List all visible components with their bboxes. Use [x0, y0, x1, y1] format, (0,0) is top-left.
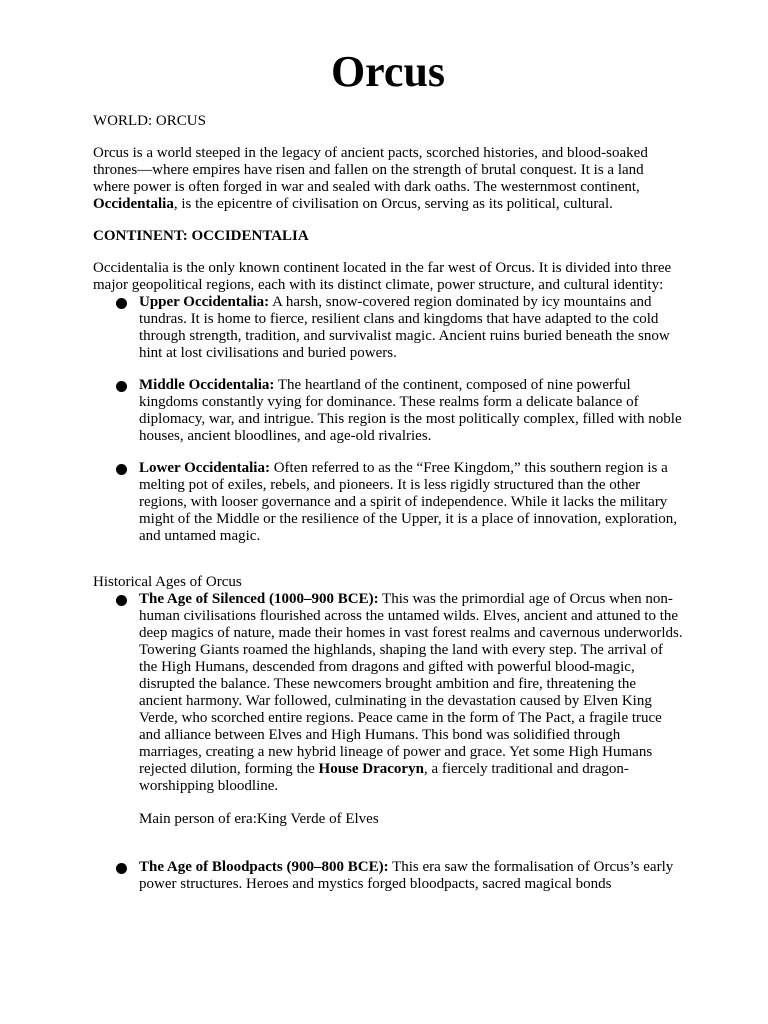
bullet-icon	[116, 595, 127, 606]
world-label: WORLD: ORCUS	[93, 113, 206, 129]
ages-list	[93, 591, 683, 893]
list-item	[93, 591, 683, 828]
continent-heading: CONTINENT: OCCIDENTALIA	[93, 228, 309, 244]
bullet-icon	[116, 381, 127, 392]
list-item	[93, 859, 683, 893]
house-name: House Dracoryn	[318, 761, 424, 777]
intro-paragraph	[93, 145, 683, 213]
bullet-icon	[116, 298, 127, 309]
bullet-icon	[116, 464, 127, 475]
continent-intro: Occidentalia is the only known continent located in the far west of Orcus. It is divided into three major geopolitical regions, each with its distinct climate, power structure, and cultural identity:	[93, 260, 672, 293]
region-text: Often referred to as the “Free Kingdom,” this southern region is a melting pot of exiles, rebels, and pioneers. It is less rigidly structured than the other regions, with looser governance and a spirit of independence. While it lacks the military might of the Middle or the resilience of the Upper, it is a place of innovation, exploration, and untamed magic.	[139, 460, 678, 544]
list-item	[93, 460, 683, 545]
age-text-end: , a fiercely traditional and dragon-worshipping bloodline.	[139, 761, 629, 794]
age-text: This was the primordial age of Orcus when non-human civilisations flourished across the untamed wilds. Elves, ancient and attuned to the deep magics of nature, made their homes in vast forest realms and cavernous underworlds. Towering Giants roamed the highlands, shaping the land with every step. The arrival of the High Humans, descended from dragons and gifted with powerful blood-magic, disrupted the balance. These newcomers brought ambition and fire, threatening the ancient harmony. War followed, culminating in the devastation caused by Elven King Verde, who scorched entire regions. Peace came in the form of The Pact, a fragile truce and alliance between Elves and High Humans. This bond was solidified through marriages, creating a new hybrid lineage of power and grace. Yet some High Humans rejected dilution, forming the	[139, 591, 683, 777]
intro-text-start: Orcus is a world steeped in the legacy of ancient pacts, scorched histories, and blood-soaked thrones—where empires have risen and fallen on the strength of brutal conquest. It is a land where power is often forged in war and sealed with dark oaths. The westernmost continent,	[93, 145, 648, 195]
region-name: Lower Occidentalia:	[139, 460, 270, 476]
main-person: Main person of era:King Verde of Elves	[139, 811, 379, 827]
list-item	[93, 294, 683, 362]
region-text: A harsh, snow-covered region dominated by icy mountains and tundras. It is home to fierce, resilient clans and kingdoms that have adapted to the cold through strength, tradition, and survivalist magic. Ancient ruins buried beneath the snow hint at lost civilisations and buried powers.	[139, 294, 670, 361]
list-item	[93, 377, 683, 445]
age-name: The Age of Silenced (1000–900 BCE):	[139, 591, 379, 607]
intro-bold-term: Occidentalia	[93, 196, 174, 212]
region-text: The heartland of the continent, composed of nine powerful kingdoms constantly vying for dominance. These realms form a delicate balance of diplomacy, war, and intrigue. This region is the most politically complex, filled with noble houses, ancient bloodlines, and age-old rivalries.	[139, 377, 682, 444]
page-title: Orcus	[330, 47, 446, 96]
bullet-icon	[116, 863, 127, 874]
region-name: Upper Occidentalia:	[139, 294, 270, 310]
regions-list	[93, 294, 683, 545]
age-text: This era saw the formalisation of Orcus’s early power structures. Heroes and mystics forged bloodpacts, sacred magical bonds	[139, 859, 674, 892]
ages-heading: Historical Ages of Orcus	[93, 574, 242, 590]
intro-text-end: , is the epicentre of civilisation on Orcus, serving as its political, cultural.	[173, 196, 613, 212]
age-name: The Age of Bloodpacts (900–800 BCE):	[139, 859, 389, 875]
document-page	[93, 46, 683, 893]
region-name: Middle Occidentalia:	[139, 377, 275, 393]
